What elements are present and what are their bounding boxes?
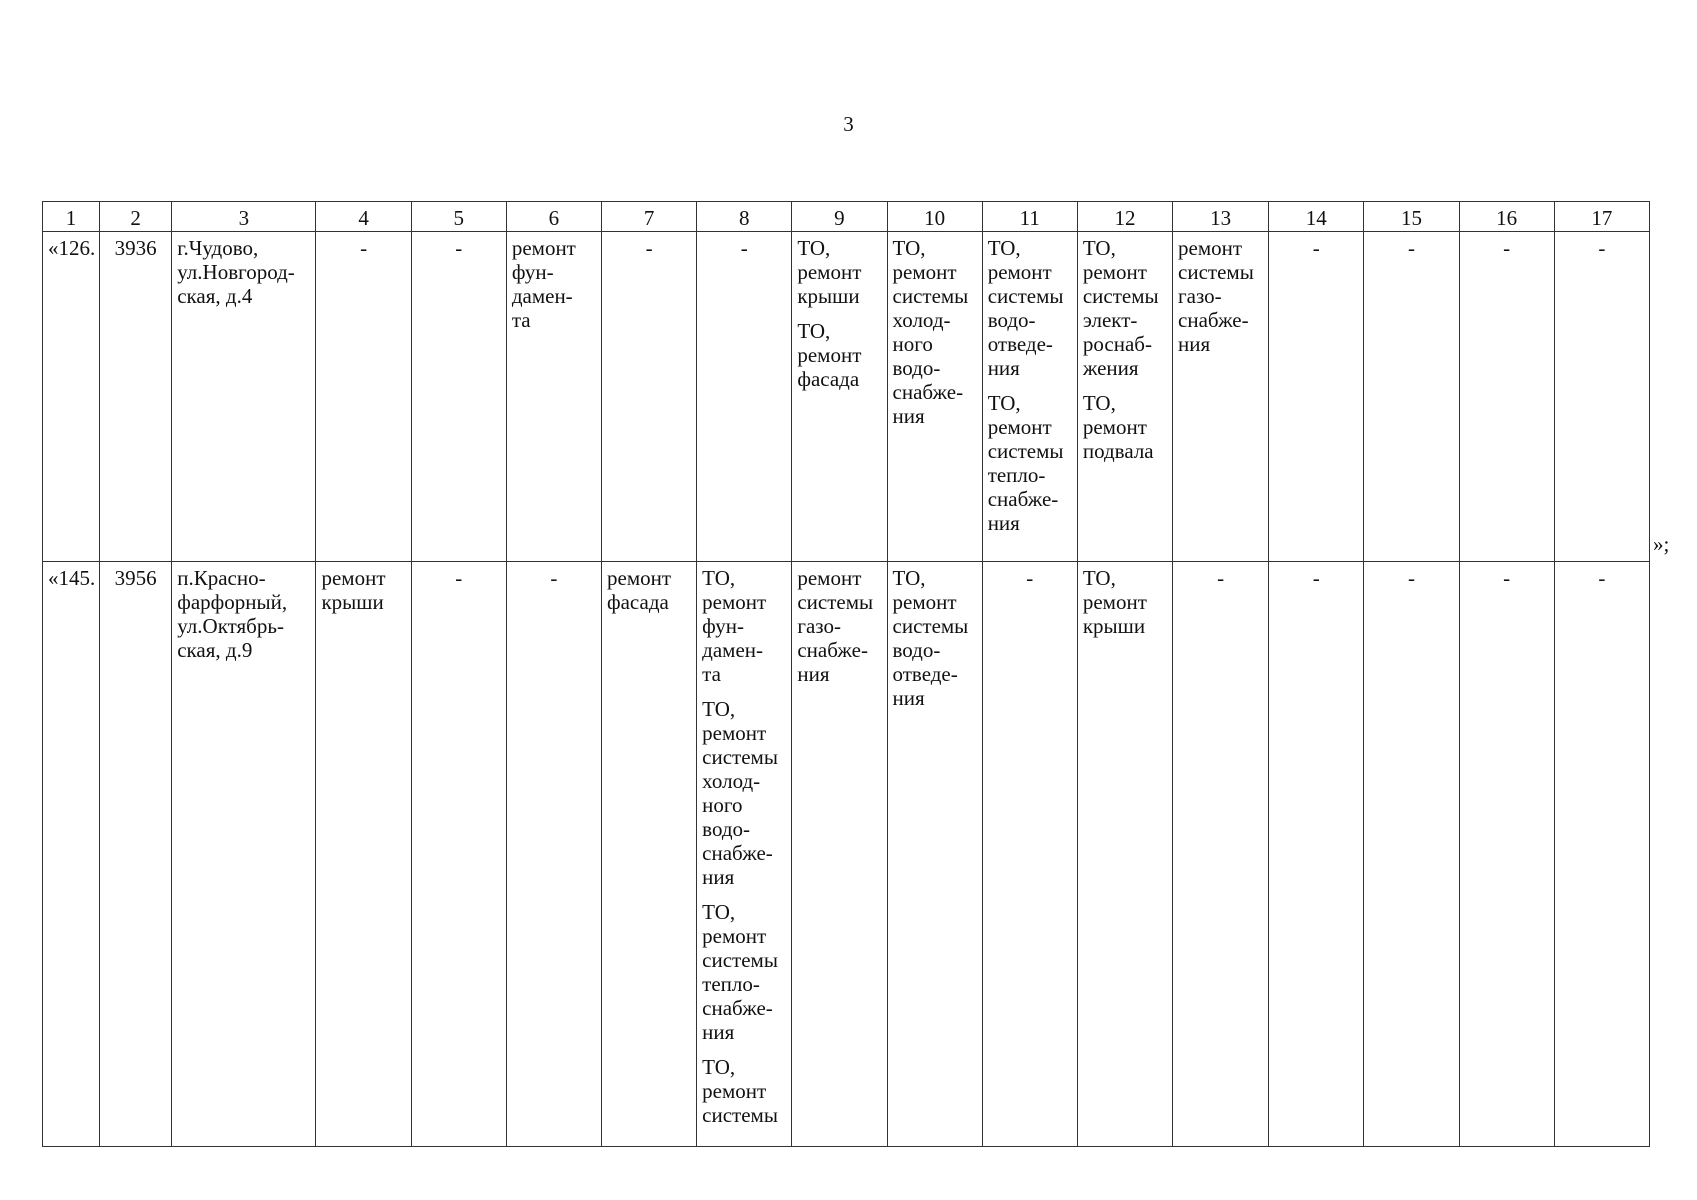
cell-entry [177, 236, 310, 308]
cell-line: ская, д.9 [177, 638, 253, 662]
cell-entry [1083, 566, 1167, 638]
cell-line: фун- [511, 260, 554, 284]
cell-line: ния [987, 511, 1020, 535]
column-header: 2 [100, 202, 172, 232]
table-cell-col-15: - [1364, 232, 1459, 562]
cell-line: снабже- [797, 638, 868, 662]
table-cell-col-16: - [1459, 562, 1554, 1147]
cell-line: ния [892, 686, 925, 710]
table-cell-col-14: - [1269, 232, 1364, 562]
table-cell-col-11 [982, 232, 1077, 562]
cell-line: ТО, [1082, 236, 1116, 260]
table-cell-col-9 [792, 232, 887, 562]
table-cell-col-1: «126. [43, 232, 100, 562]
cell-line: системы [1178, 260, 1254, 284]
cell-entry [988, 391, 1072, 535]
table-cell-col-7 [602, 562, 697, 1147]
cell-entry [1083, 236, 1167, 380]
cell-line: ул.Новгород- [177, 260, 295, 284]
cell-line: ремонт [702, 1079, 767, 1103]
cell-line: фарфорный, [177, 590, 288, 614]
cell-line: крыши [321, 590, 384, 614]
cell-line: ремонт [1178, 236, 1243, 260]
column-header: 7 [602, 202, 697, 232]
table-cell-col-9 [792, 562, 887, 1147]
column-header: 12 [1077, 202, 1172, 232]
column-header: 9 [792, 202, 887, 232]
table-cell-col-8: - [697, 232, 792, 562]
cell-line: водо- [892, 356, 941, 380]
cell-line: ремонт [702, 721, 767, 745]
table-cell-col-4: - [316, 232, 411, 562]
cell-line: снабже- [702, 996, 773, 1020]
column-header: 14 [1269, 202, 1364, 232]
cell-line: та [702, 662, 721, 686]
table-cell-col-5: - [411, 562, 506, 1147]
table-cell-col-17: - [1554, 562, 1649, 1147]
table-cell-col-13: - [1173, 562, 1269, 1147]
cell-entry [797, 319, 881, 391]
cell-line: ремонт [987, 260, 1052, 284]
table-cell-col-14: - [1269, 562, 1364, 1147]
column-header: 15 [1364, 202, 1459, 232]
cell-line: элект- [1082, 308, 1138, 332]
cell-line: системы [987, 439, 1064, 463]
repair-schedule-table [42, 201, 1650, 1147]
cell-line: ния [702, 1020, 735, 1044]
table-cell-col-10 [887, 232, 982, 562]
cell-line: ская, д.4 [177, 284, 253, 308]
cell-line: отведе- [892, 662, 958, 686]
column-number-row [43, 202, 1650, 232]
cell-line: ТО, [797, 319, 831, 343]
cell-line: г.Чудово, [177, 236, 259, 260]
cell-line: ремонт [892, 590, 957, 614]
cell-line: ния [797, 662, 830, 686]
table-row [43, 562, 1650, 1147]
cell-line: фун- [702, 614, 744, 638]
cell-line: дамен- [511, 284, 573, 308]
cell-line: водо- [702, 817, 751, 841]
cell-line: снабже- [987, 487, 1059, 511]
table-cell-col-7: - [602, 232, 697, 562]
cell-line: ТО, [892, 566, 926, 590]
cell-line: роснаб- [1082, 332, 1152, 356]
cell-line: ТО, [987, 236, 1021, 260]
cell-line: холод- [702, 769, 761, 793]
cell-entry [702, 697, 786, 889]
table-cell-col-3 [172, 232, 316, 562]
cell-line: ремонт [1082, 590, 1147, 614]
cell-line: фасада [797, 367, 860, 391]
cell-line: ного [892, 332, 933, 356]
cell-line: ремонт [702, 924, 767, 948]
cell-entry [1083, 391, 1167, 463]
column-header: 6 [506, 202, 601, 232]
column-header: 4 [316, 202, 411, 232]
cell-entry [321, 566, 405, 614]
column-header: 5 [411, 202, 506, 232]
cell-line: ремонт [797, 566, 862, 590]
cell-entry [893, 566, 977, 710]
cell-line: снабже- [892, 380, 964, 404]
cell-line: ТО, [892, 236, 926, 260]
cell-line: системы [1082, 284, 1159, 308]
cell-line: ния [702, 865, 735, 889]
cell-line: тепло- [702, 972, 760, 996]
table-cell-col-12 [1077, 232, 1172, 562]
cell-line: газо- [797, 614, 841, 638]
column-header: 1 [43, 202, 100, 232]
cell-line: снабже- [1178, 308, 1249, 332]
cell-line: ния [892, 404, 925, 428]
cell-line: ремонт [797, 343, 862, 367]
cell-line: газо- [1178, 284, 1222, 308]
cell-line: ния [1178, 332, 1211, 356]
cell-line: ТО, [797, 236, 831, 260]
cell-entry [1178, 236, 1263, 356]
cell-line: подвала [1082, 439, 1154, 463]
table-cell-col-15: - [1364, 562, 1459, 1147]
cell-line: ремонт [702, 590, 767, 614]
cell-line: п.Красно- [177, 566, 266, 590]
column-header: 17 [1554, 202, 1649, 232]
cell-line: ния [987, 356, 1020, 380]
cell-line: системы [702, 948, 778, 972]
table-cell-col-16: - [1459, 232, 1554, 562]
cell-entry [988, 236, 1072, 380]
cell-line: ТО, [987, 391, 1021, 415]
cell-line: системы [702, 745, 778, 769]
closing-quote: »; [1653, 532, 1670, 556]
table-cell-col-11: - [982, 562, 1077, 1147]
table-cell-col-12 [1077, 562, 1172, 1147]
cell-line: ТО, [1082, 391, 1116, 415]
table-cell-col-10 [887, 562, 982, 1147]
cell-line: дамен- [702, 638, 764, 662]
cell-line: ТО, [702, 697, 736, 721]
cell-line: системы [892, 614, 969, 638]
column-header: 11 [982, 202, 1077, 232]
table-cell-col-2: 3956 [100, 562, 172, 1147]
cell-line: ТО, [1082, 566, 1116, 590]
cell-line: системы [892, 284, 969, 308]
table-cell-col-13 [1173, 232, 1269, 562]
column-header: 3 [172, 202, 316, 232]
cell-entry [607, 566, 691, 614]
table-cell-col-8 [697, 562, 792, 1147]
cell-line: холод- [892, 308, 951, 332]
cell-entry [797, 236, 881, 308]
cell-line: тепло- [987, 463, 1046, 487]
table-cell-col-1: «145. [43, 562, 100, 1147]
cell-line: ТО, [702, 900, 736, 924]
table-cell-col-2: 3936 [100, 232, 172, 562]
table-cell-col-4 [316, 562, 411, 1147]
column-header: 10 [887, 202, 982, 232]
table-row [43, 232, 1650, 562]
cell-line: жения [1082, 356, 1139, 380]
cell-entry [702, 566, 786, 686]
table-cell-col-17: - [1554, 232, 1649, 562]
page-number: 3 [843, 112, 854, 136]
column-header: 8 [697, 202, 792, 232]
cell-line: крыши [797, 284, 860, 308]
cell-line: та [511, 308, 531, 332]
column-header: 16 [1459, 202, 1554, 232]
cell-line: фасада [607, 590, 669, 614]
cell-line: ремонт [892, 260, 957, 284]
cell-entry [702, 900, 786, 1044]
table-cell-col-6: - [506, 562, 601, 1147]
cell-line: ул.Октябрь- [177, 614, 284, 638]
cell-line: ремонт [1082, 415, 1147, 439]
cell-line: ремонт [797, 260, 862, 284]
cell-line: системы [797, 590, 874, 614]
cell-line: ремонт [511, 236, 576, 260]
table-cell-col-3 [172, 562, 316, 1147]
cell-entry [512, 236, 596, 332]
cell-line: снабже- [702, 841, 773, 865]
column-header: 13 [1173, 202, 1269, 232]
cell-line: водо- [987, 308, 1036, 332]
cell-line: ТО, [702, 566, 736, 590]
cell-line: системы [987, 284, 1064, 308]
cell-line: ремонт [987, 415, 1052, 439]
cell-entry [177, 566, 310, 662]
cell-entry [797, 566, 881, 686]
cell-line: ремонт [321, 566, 386, 590]
cell-line: ремонт [1082, 260, 1147, 284]
cell-entry [893, 236, 977, 428]
cell-line: отведе- [987, 332, 1053, 356]
cell-line: ного [702, 793, 743, 817]
cell-line: ремонт [607, 566, 672, 590]
cell-line: системы [702, 1103, 778, 1127]
table-cell-col-6 [506, 232, 601, 562]
cell-line: крыши [1082, 614, 1146, 638]
cell-entry [702, 1055, 786, 1127]
cell-line: ТО, [702, 1055, 736, 1079]
cell-line: водо- [892, 638, 941, 662]
table-cell-col-5: - [411, 232, 506, 562]
